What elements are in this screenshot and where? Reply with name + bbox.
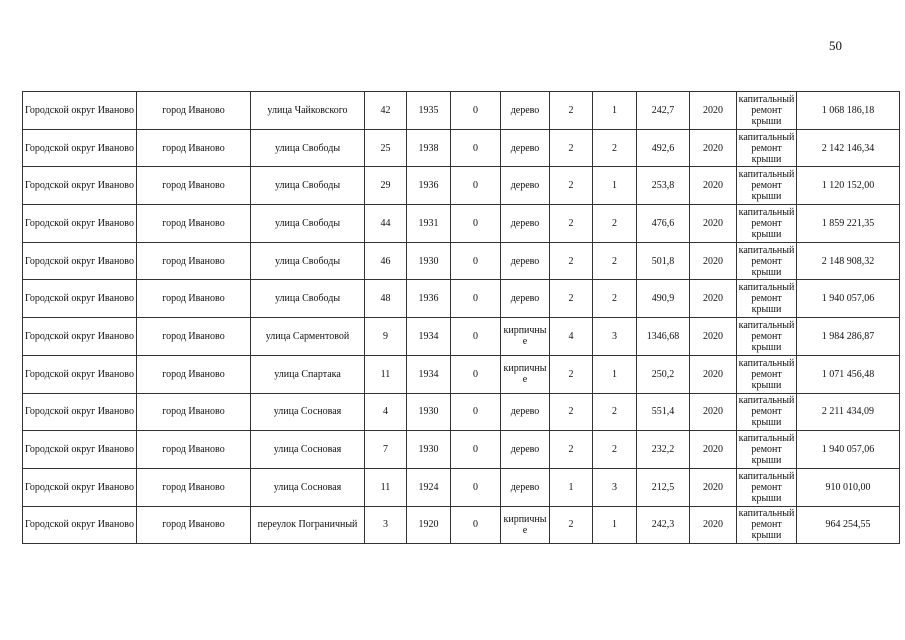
table-row	[23, 318, 900, 356]
work-type-cell: капитальный ремонт крыши	[737, 242, 797, 280]
plan-year-cell: 2020	[690, 431, 737, 469]
work-type-cell: капитальный ремонт крыши	[737, 506, 797, 544]
city-cell: город Иваново	[137, 205, 251, 243]
house-number-cell: 29	[365, 167, 407, 205]
house-number-cell: 25	[365, 129, 407, 167]
housing-repair-table	[22, 91, 900, 544]
house-number-cell: 11	[365, 355, 407, 393]
municipality-cell: Городской округ Иваново	[23, 129, 137, 167]
build-year-cell: 1924	[407, 468, 451, 506]
zero-value-cell: 0	[451, 468, 501, 506]
floors-cell: 2	[550, 92, 593, 130]
cost-cell: 1 120 152,00	[797, 167, 900, 205]
table-row	[23, 393, 900, 431]
build-year-cell: 1934	[407, 355, 451, 393]
street-cell: переулок Пограничный	[251, 506, 365, 544]
municipality-cell: Городской округ Иваново	[23, 393, 137, 431]
area-cell: 551,4	[637, 393, 690, 431]
street-cell: улица Сарментовой	[251, 318, 365, 356]
zero-value-cell: 0	[451, 318, 501, 356]
cost-cell: 910 010,00	[797, 468, 900, 506]
city-cell: город Иваново	[137, 242, 251, 280]
house-number-cell: 9	[365, 318, 407, 356]
house-number-cell: 48	[365, 280, 407, 318]
entrances-cell: 3	[593, 318, 637, 356]
wall-material-cell: кирпичны е	[501, 506, 550, 544]
wall-material-cell: дерево	[501, 280, 550, 318]
city-cell: город Иваново	[137, 167, 251, 205]
table-row	[23, 205, 900, 243]
city-cell: город Иваново	[137, 92, 251, 130]
house-number-cell: 11	[365, 468, 407, 506]
area-cell: 250,2	[637, 355, 690, 393]
plan-year-cell: 2020	[690, 129, 737, 167]
municipality-cell: Городской округ Иваново	[23, 205, 137, 243]
work-type-cell: капитальный ремонт крыши	[737, 280, 797, 318]
area-cell: 242,7	[637, 92, 690, 130]
street-cell: улица Свободы	[251, 205, 365, 243]
municipality-cell: Городской округ Иваново	[23, 431, 137, 469]
table-row	[23, 167, 900, 205]
municipality-cell: Городской округ Иваново	[23, 318, 137, 356]
area-cell: 242,3	[637, 506, 690, 544]
wall-material-cell: дерево	[501, 129, 550, 167]
area-cell: 476,6	[637, 205, 690, 243]
city-cell: город Иваново	[137, 393, 251, 431]
cost-cell: 2 148 908,32	[797, 242, 900, 280]
area-cell: 492,6	[637, 129, 690, 167]
table-row	[23, 242, 900, 280]
city-cell: город Иваново	[137, 355, 251, 393]
zero-value-cell: 0	[451, 92, 501, 130]
plan-year-cell: 2020	[690, 393, 737, 431]
build-year-cell: 1938	[407, 129, 451, 167]
work-type-cell: капитальный ремонт крыши	[737, 205, 797, 243]
plan-year-cell: 2020	[690, 468, 737, 506]
floors-cell: 2	[550, 167, 593, 205]
work-type-cell: капитальный ремонт крыши	[737, 129, 797, 167]
entrances-cell: 2	[593, 242, 637, 280]
street-cell: улица Сосновая	[251, 431, 365, 469]
table-row	[23, 468, 900, 506]
plan-year-cell: 2020	[690, 280, 737, 318]
work-type-cell: капитальный ремонт крыши	[737, 318, 797, 356]
work-type-cell: капитальный ремонт крыши	[737, 92, 797, 130]
wall-material-cell: дерево	[501, 431, 550, 469]
street-cell: улица Сосновая	[251, 393, 365, 431]
municipality-cell: Городской округ Иваново	[23, 242, 137, 280]
zero-value-cell: 0	[451, 355, 501, 393]
area-cell: 212,5	[637, 468, 690, 506]
zero-value-cell: 0	[451, 167, 501, 205]
build-year-cell: 1936	[407, 280, 451, 318]
area-cell: 490,9	[637, 280, 690, 318]
plan-year-cell: 2020	[690, 205, 737, 243]
municipality-cell: Городской округ Иваново	[23, 355, 137, 393]
work-type-cell: капитальный ремонт крыши	[737, 468, 797, 506]
municipality-cell: Городской округ Иваново	[23, 92, 137, 130]
work-type-cell: капитальный ремонт крыши	[737, 393, 797, 431]
entrances-cell: 3	[593, 468, 637, 506]
municipality-cell: Городской округ Иваново	[23, 280, 137, 318]
build-year-cell: 1920	[407, 506, 451, 544]
zero-value-cell: 0	[451, 431, 501, 469]
municipality-cell: Городской округ Иваново	[23, 167, 137, 205]
house-number-cell: 7	[365, 431, 407, 469]
page-number: 50	[829, 38, 842, 53]
zero-value-cell: 0	[451, 280, 501, 318]
build-year-cell: 1935	[407, 92, 451, 130]
cost-cell: 2 211 434,09	[797, 393, 900, 431]
cost-cell: 1 068 186,18	[797, 92, 900, 130]
wall-material-cell: кирпичны е	[501, 318, 550, 356]
entrances-cell: 1	[593, 506, 637, 544]
cost-cell: 2 142 146,34	[797, 129, 900, 167]
plan-year-cell: 2020	[690, 318, 737, 356]
table-row	[23, 506, 900, 544]
city-cell: город Иваново	[137, 506, 251, 544]
entrances-cell: 2	[593, 129, 637, 167]
table-row	[23, 280, 900, 318]
street-cell: улица Свободы	[251, 280, 365, 318]
cost-cell: 1 940 057,06	[797, 431, 900, 469]
zero-value-cell: 0	[451, 393, 501, 431]
floors-cell: 4	[550, 318, 593, 356]
floors-cell: 1	[550, 468, 593, 506]
house-number-cell: 44	[365, 205, 407, 243]
wall-material-cell: дерево	[501, 393, 550, 431]
entrances-cell: 1	[593, 167, 637, 205]
build-year-cell: 1934	[407, 318, 451, 356]
city-cell: город Иваново	[137, 431, 251, 469]
house-number-cell: 4	[365, 393, 407, 431]
floors-cell: 2	[550, 431, 593, 469]
work-type-cell: капитальный ремонт крыши	[737, 431, 797, 469]
municipality-cell: Городской округ Иваново	[23, 506, 137, 544]
street-cell: улица Свободы	[251, 167, 365, 205]
floors-cell: 2	[550, 242, 593, 280]
zero-value-cell: 0	[451, 205, 501, 243]
plan-year-cell: 2020	[690, 167, 737, 205]
area-cell: 501,8	[637, 242, 690, 280]
street-cell: улица Чайковского	[251, 92, 365, 130]
area-cell: 1346,68	[637, 318, 690, 356]
plan-year-cell: 2020	[690, 92, 737, 130]
floors-cell: 2	[550, 205, 593, 243]
cost-cell: 1 859 221,35	[797, 205, 900, 243]
cost-cell: 1 071 456,48	[797, 355, 900, 393]
work-type-cell: капитальный ремонт крыши	[737, 355, 797, 393]
area-cell: 232,2	[637, 431, 690, 469]
street-cell: улица Свободы	[251, 129, 365, 167]
table-row	[23, 355, 900, 393]
build-year-cell: 1930	[407, 393, 451, 431]
wall-material-cell: дерево	[501, 242, 550, 280]
floors-cell: 2	[550, 129, 593, 167]
zero-value-cell: 0	[451, 506, 501, 544]
table-row	[23, 431, 900, 469]
city-cell: город Иваново	[137, 318, 251, 356]
table-body	[23, 92, 900, 544]
area-cell: 253,8	[637, 167, 690, 205]
entrances-cell: 2	[593, 393, 637, 431]
wall-material-cell: дерево	[501, 468, 550, 506]
house-number-cell: 42	[365, 92, 407, 130]
build-year-cell: 1930	[407, 431, 451, 469]
house-number-cell: 3	[365, 506, 407, 544]
floors-cell: 2	[550, 355, 593, 393]
floors-cell: 2	[550, 280, 593, 318]
entrances-cell: 2	[593, 431, 637, 469]
plan-year-cell: 2020	[690, 355, 737, 393]
street-cell: улица Свободы	[251, 242, 365, 280]
street-cell: улица Сосновая	[251, 468, 365, 506]
build-year-cell: 1930	[407, 242, 451, 280]
floors-cell: 2	[550, 506, 593, 544]
entrances-cell: 1	[593, 355, 637, 393]
cost-cell: 1 940 057,06	[797, 280, 900, 318]
build-year-cell: 1931	[407, 205, 451, 243]
street-cell: улица Спартака	[251, 355, 365, 393]
plan-year-cell: 2020	[690, 242, 737, 280]
plan-year-cell: 2020	[690, 506, 737, 544]
city-cell: город Иваново	[137, 129, 251, 167]
work-type-cell: капитальный ремонт крыши	[737, 167, 797, 205]
cost-cell: 964 254,55	[797, 506, 900, 544]
city-cell: город Иваново	[137, 468, 251, 506]
table-row	[23, 129, 900, 167]
floors-cell: 2	[550, 393, 593, 431]
zero-value-cell: 0	[451, 129, 501, 167]
wall-material-cell: дерево	[501, 167, 550, 205]
city-cell: город Иваново	[137, 280, 251, 318]
entrances-cell: 2	[593, 205, 637, 243]
wall-material-cell: дерево	[501, 205, 550, 243]
wall-material-cell: дерево	[501, 92, 550, 130]
municipality-cell: Городской округ Иваново	[23, 468, 137, 506]
zero-value-cell: 0	[451, 242, 501, 280]
entrances-cell: 2	[593, 280, 637, 318]
house-number-cell: 46	[365, 242, 407, 280]
build-year-cell: 1936	[407, 167, 451, 205]
table-row	[23, 92, 900, 130]
cost-cell: 1 984 286,87	[797, 318, 900, 356]
wall-material-cell: кирпичны е	[501, 355, 550, 393]
entrances-cell: 1	[593, 92, 637, 130]
